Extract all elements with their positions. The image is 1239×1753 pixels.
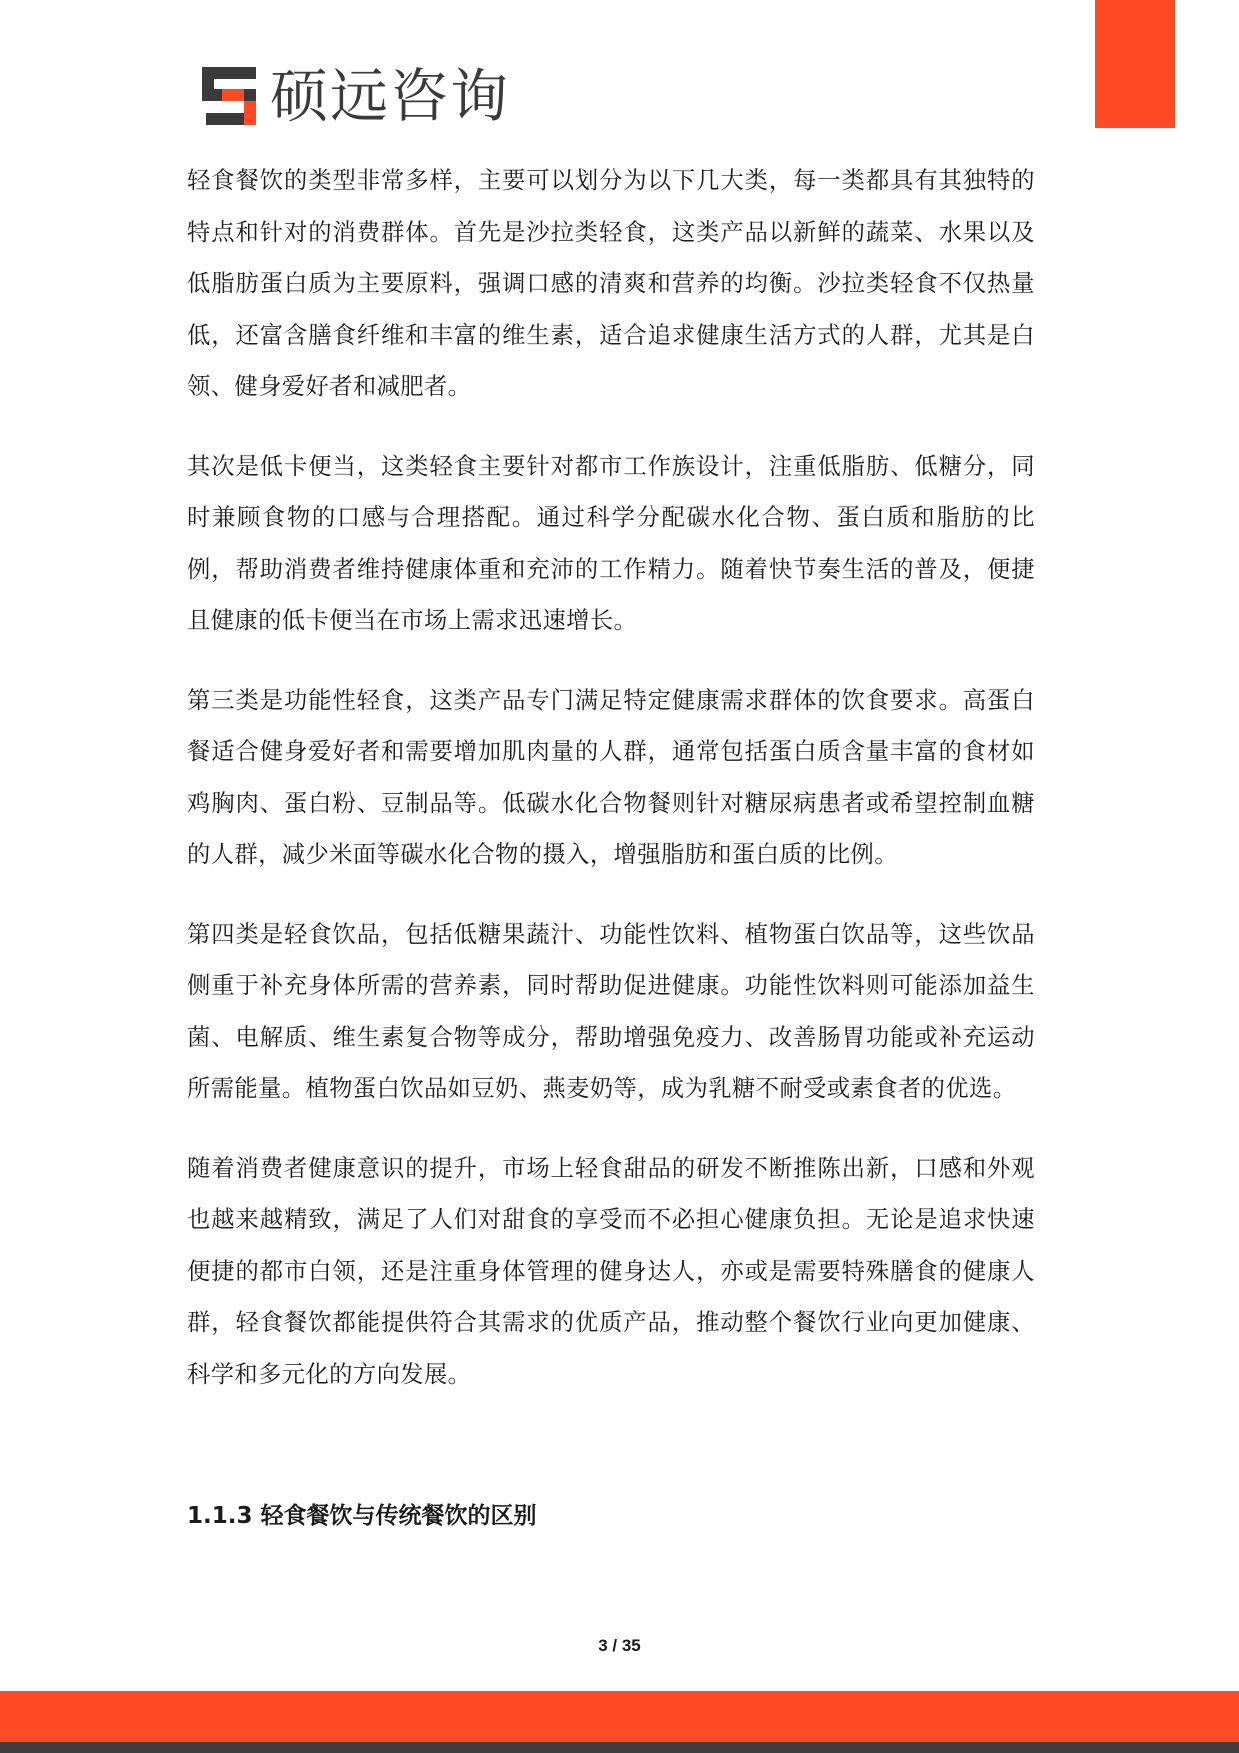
page-number: 3 / 35	[598, 1636, 641, 1655]
corner-accent-tab	[1095, 0, 1175, 128]
paragraph: 其次是低卡便当，这类轻食主要针对都市工作族设计，注重低脂肪、低糖分，同时兼顾食物的口感与合理搭配。通过科学分配碳水化合物、蛋白质和脂肪的比例，帮助消费者维持健康体重和充沛的工作精力。随着快节奏生活的普及，便捷且健康的低卡便当在市场上需求迅速增长。	[187, 452, 1035, 634]
section-heading: 1.1.3 轻食餐饮与传统餐饮的区别	[187, 1503, 537, 1529]
brand-name: 硕远咨询	[270, 62, 511, 130]
brand-logo	[200, 64, 510, 128]
paragraph: 第四类是轻食饮品，包括低糖果蔬汁、功能性饮料、植物蛋白饮品等，这些饮品侧重于补充身体所需的营养素，同时帮助促进健康。功能性饮料则可能添加益生菌、电解质、维生素复合物等成分，帮助增强免疫力、改善肠胃功能或补充运动所需能量。植物蛋白饮品如豆奶、燕麦奶等，成为乳糖不耐受或素食者的优选。	[187, 920, 1035, 1102]
paragraph: 随着消费者健康意识的提升，市场上轻食甜品的研发不断推陈出新，口感和外观也越来越精致，满足了人们对甜食的享受而不必担心健康负担。无论是追求快速便捷的都市白领，还是注重身体管理的健身达人，亦或是需要特殊膳食的健康人群，轻食餐饮都能提供符合其需求的优质产品，推动整个餐饮行业向更加健康、科学和多元化的方向发展。	[187, 1154, 1035, 1388]
paragraph: 轻食餐饮的类型非常多样，主要可以划分为以下几大类，每一类都具有其独特的特点和针对的消费群体。首先是沙拉类轻食，这类产品以新鲜的蔬菜、水果以及低脂肪蛋白质为主要原料，强调口感的清爽和营养的均衡。沙拉类轻食不仅热量低，还富含膳食纤维和丰富的维生素，适合追求健康生活方式的人群，尤其是白领、健身爱好者和减肥者。	[187, 167, 1035, 400]
body-text	[187, 155, 1035, 1428]
footer-dark-strip	[0, 1742, 1239, 1753]
footer-accent-bar	[0, 1691, 1239, 1742]
brand-logo-icon	[200, 65, 262, 127]
paragraph: 第三类是功能性轻食，这类产品专门满足特定健康需求群体的饮食要求。高蛋白餐适合健身爱好者和需要增加肌肉量的人群，通常包括蛋白质含量丰富的食材如鸡胸肉、蛋白粉、豆制品等。低碳水化合物餐则针对糖尿病患者或希望控制血糖的人群，减少米面等碳水化合物的摄入，增强脂肪和蛋白质的比例。	[187, 686, 1035, 868]
